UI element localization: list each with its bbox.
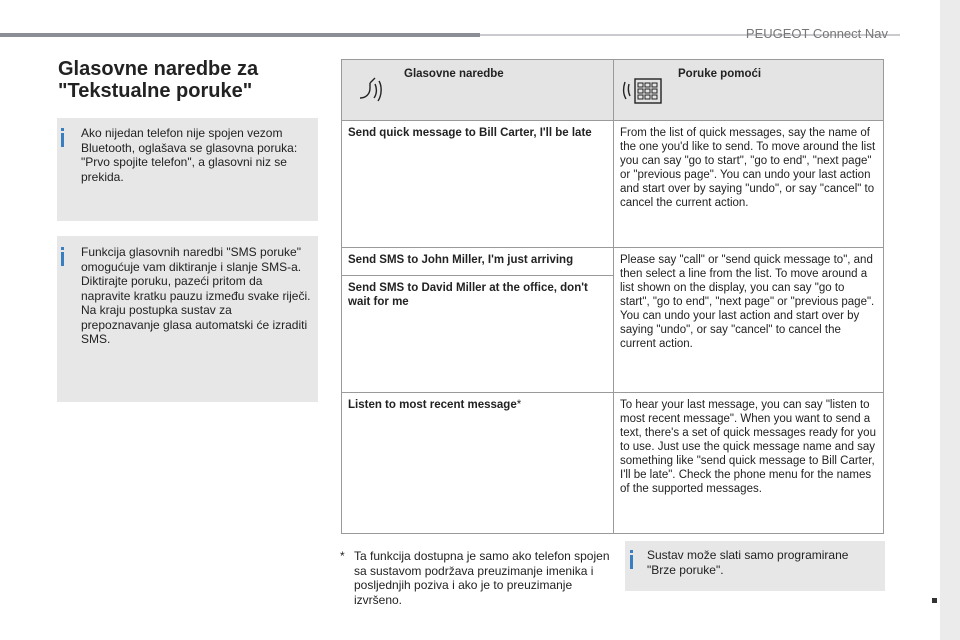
voice-command-icon	[356, 74, 390, 106]
page-marker	[932, 598, 937, 603]
info-note-text: Sustav može slati samo programirane "Brze poruke".	[647, 548, 849, 577]
info-icon-stem	[61, 133, 64, 147]
page-sidebar	[940, 0, 960, 640]
header-label-help: Poruke pomoći	[678, 68, 762, 80]
note-line: Diktirajte poruku, pazeći pritom da napravite kratku pauzu između svake riječi.	[81, 274, 311, 303]
header-title: PEUGEOT Connect Nav	[745, 26, 888, 41]
info-note-sms	[57, 236, 318, 402]
header-rule	[0, 33, 480, 37]
page-title-line2: "Tekstualne poruke"	[58, 80, 253, 102]
info-icon	[61, 128, 64, 131]
table-header-row	[342, 60, 884, 121]
header-cell-help	[614, 60, 884, 121]
command-cell: Send quick message to Bill Carter, I'll be late	[342, 121, 614, 248]
header-label-commands: Glasovne naredbe	[404, 68, 504, 80]
info-icon-stem	[61, 252, 64, 266]
help-cell: Please say "call" or "send quick message to", and then select a line from the list. To move around a list shown on the display, you can say "go to start", "go to end", "next page" or "previous page". You can undo your last action and start over by saying "undo", or say "cancel" to cancel the current action.	[614, 248, 884, 393]
command-text: Send SMS to John Miller, I'm just arriving	[342, 248, 613, 276]
info-note-text	[81, 245, 312, 347]
page-number: 11	[927, 610, 940, 624]
info-note-quick-messages	[625, 541, 885, 591]
voice-help-keypad-icon	[622, 70, 666, 108]
help-cell: From the list of quick messages, say the name of the one you'd like to send. To move around the list you can say "go to start", "go to end", "next page" or "previous page". You can undo your last action and start over by saying "undo", or say "cancel" to cancel the current action.	[614, 121, 884, 248]
info-note-bluetooth	[57, 118, 318, 221]
command-text: Send SMS to David Miller at the office, don't wait for me	[348, 282, 588, 308]
info-icon-stem	[630, 555, 633, 569]
command-cell-pair	[342, 248, 614, 393]
footnote-text: Ta funkcija dostupna je samo ako telefon spojen sa sustavom podržava preuzimanje imenika i posljednjih poziva i ako je to preuzimanje izvršeno.	[354, 549, 610, 607]
command-cell	[342, 393, 614, 534]
info-icon	[630, 550, 633, 553]
header-cell-commands	[342, 60, 614, 121]
table-row	[342, 393, 884, 534]
page-title	[58, 58, 258, 102]
help-cell: To hear your last message, you can say "listen to most recent message". When you want to send a text, there's a set of quick messages ready for you to use. Just use the quick message name and say something like "send quick message to Bill Carter, I'll be late". Check the phone menu for the names of the supported messages.	[614, 393, 884, 534]
table-row	[342, 248, 884, 393]
voice-commands-table	[341, 59, 884, 534]
note-line: Funkcija glasovnih naredbi "SMS poruke" omogućuje vam diktiranje i slanje SMS-a.	[81, 245, 302, 274]
footnote-marker: *	[340, 549, 345, 563]
command-text: Listen to most recent message	[348, 399, 517, 411]
table-row	[342, 121, 884, 248]
page-title-line1: Glasovne naredbe za	[58, 58, 259, 80]
note-line: Na kraju postupka sustav za prepoznavanje glasa automatski će izraditi SMS.	[81, 303, 308, 346]
footnote	[340, 549, 610, 607]
info-note-text: Ako nijedan telefon nije spojen vezom Bluetooth, oglašava se glasovna poruka: "Prvo spojite telefon", a glasovni niz se prekida.	[81, 126, 298, 184]
info-icon	[61, 247, 64, 250]
footnote-asterisk: *	[516, 399, 522, 411]
